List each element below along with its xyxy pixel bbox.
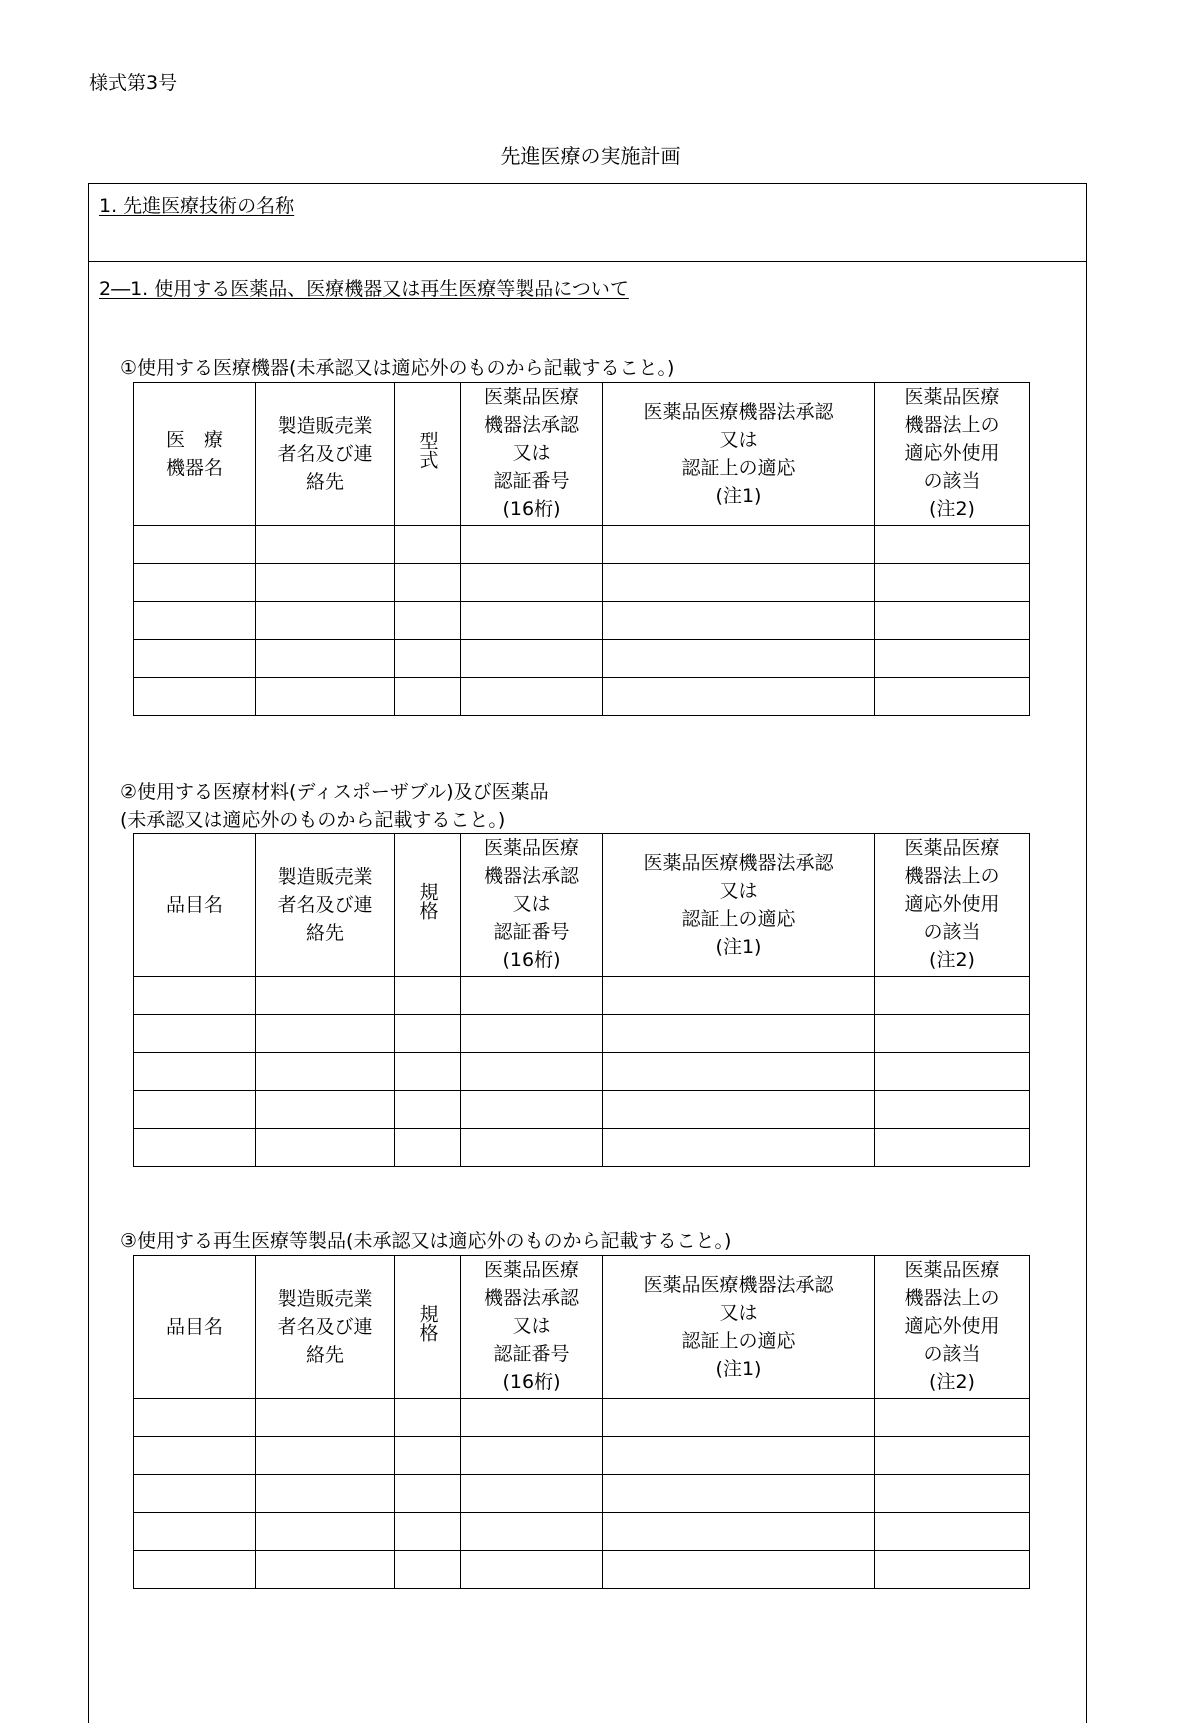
table-header-row [134, 383, 1030, 526]
table-cell[interactable] [875, 1091, 1030, 1129]
col-model: 型式 [395, 383, 461, 526]
table-cell[interactable] [603, 564, 875, 602]
table3-subheading-line: ③使用する再生医療等製品(未承認又は適応外のものから記載すること。) [120, 1230, 732, 1252]
table-cell[interactable] [461, 564, 603, 602]
table-row [134, 564, 1030, 602]
table-cell[interactable] [256, 1129, 395, 1167]
table-cell[interactable] [395, 640, 461, 678]
table-row [134, 977, 1030, 1015]
table-cell[interactable] [395, 526, 461, 564]
regenerative-product-table [133, 1255, 1030, 1589]
table-row [134, 1437, 1030, 1475]
form-number: 様式第3号 [89, 72, 178, 94]
col-approved-indication: 医薬品医療機器法承認 又は 認証上の適応 (注1) [603, 383, 875, 526]
table-cell[interactable] [875, 602, 1030, 640]
table-row [134, 1053, 1030, 1091]
col-specification: 規格 [395, 1256, 461, 1399]
col-off-label-use: 医薬品医療 機器法上の 適応外使用 の該当 (注2) [875, 383, 1030, 526]
table-cell[interactable] [603, 1091, 875, 1129]
table-cell[interactable] [256, 526, 395, 564]
table-cell[interactable] [875, 1053, 1030, 1091]
table-cell[interactable] [395, 1091, 461, 1129]
table-cell[interactable] [875, 1513, 1030, 1551]
table-cell[interactable] [134, 1437, 256, 1475]
table-row [134, 602, 1030, 640]
table-cell[interactable] [395, 1399, 461, 1437]
table-cell[interactable] [134, 640, 256, 678]
table-header-row [134, 1256, 1030, 1399]
table-cell[interactable] [461, 1399, 603, 1437]
table-cell[interactable] [603, 526, 875, 564]
table-cell[interactable] [395, 602, 461, 640]
col-item-name: 品目名 [134, 1256, 256, 1399]
table-cell[interactable] [256, 602, 395, 640]
table-cell[interactable] [603, 1053, 875, 1091]
table-cell[interactable] [134, 1091, 256, 1129]
col-off-label-use: 医薬品医療 機器法上の 適応外使用 の該当 (注2) [875, 834, 1030, 977]
section1-heading: 1. 先進医療技術の名称 [99, 195, 295, 217]
table-cell[interactable] [461, 1513, 603, 1551]
document-title: 先進医療の実施計画 [500, 144, 681, 168]
table-cell[interactable] [134, 1551, 256, 1589]
col-manufacturer: 製造販売業 者名及び連 絡先 [256, 383, 395, 526]
table-cell[interactable] [461, 1129, 603, 1167]
table-cell[interactable] [603, 1129, 875, 1167]
table-cell[interactable] [875, 977, 1030, 1015]
table-cell[interactable] [134, 1129, 256, 1167]
section-divider [88, 261, 1087, 262]
medical-device-table [133, 382, 1030, 716]
table2-subheading-line: (未承認又は適応外のものから記載すること。) [120, 809, 506, 831]
table-cell[interactable] [256, 640, 395, 678]
table-cell[interactable] [461, 1053, 603, 1091]
table-cell[interactable] [134, 1475, 256, 1513]
table-cell[interactable] [603, 1399, 875, 1437]
table-row [134, 1091, 1030, 1129]
table-cell[interactable] [395, 1437, 461, 1475]
col-manufacturer: 製造販売業 者名及び連 絡先 [256, 834, 395, 977]
table-cell[interactable] [395, 1053, 461, 1091]
col-manufacturer: 製造販売業 者名及び連 絡先 [256, 1256, 395, 1399]
table-cell[interactable] [875, 1015, 1030, 1053]
table-cell[interactable] [256, 1053, 395, 1091]
table-row [134, 1399, 1030, 1437]
table1-subheading [120, 354, 674, 382]
col-approved-indication: 医薬品医療機器法承認 又は 認証上の適応 (注1) [603, 1256, 875, 1399]
table-cell[interactable] [461, 1091, 603, 1129]
table-cell[interactable] [875, 678, 1030, 716]
table-cell[interactable] [461, 602, 603, 640]
table1-subheading-line: ①使用する医療機器(未承認又は適応外のものから記載すること。) [120, 357, 675, 379]
col-device-name: 医 療 機器名 [134, 383, 256, 526]
table-cell[interactable] [134, 977, 256, 1015]
table-cell[interactable] [134, 678, 256, 716]
table-row [134, 640, 1030, 678]
col-specification: 規格 [395, 834, 461, 977]
table-row [134, 1551, 1030, 1589]
table-cell[interactable] [134, 1513, 256, 1551]
table-cell[interactable] [395, 977, 461, 1015]
table-cell[interactable] [875, 564, 1030, 602]
table-cell[interactable] [395, 1513, 461, 1551]
table-cell[interactable] [256, 678, 395, 716]
table-cell[interactable] [395, 678, 461, 716]
table-cell[interactable] [875, 1129, 1030, 1167]
table-row [134, 678, 1030, 716]
medical-material-table [133, 833, 1030, 1167]
table-cell[interactable] [461, 1015, 603, 1053]
table-cell[interactable] [603, 1437, 875, 1475]
table-cell[interactable] [603, 640, 875, 678]
table-cell[interactable] [603, 1475, 875, 1513]
table-cell[interactable] [875, 1437, 1030, 1475]
col-off-label-use: 医薬品医療 機器法上の 適応外使用 の該当 (注2) [875, 1256, 1030, 1399]
table-cell[interactable] [134, 1015, 256, 1053]
table-cell[interactable] [256, 1399, 395, 1437]
table-cell[interactable] [461, 640, 603, 678]
table2-subheading-line: ②使用する医療材料(ディスポーザブル)及び医薬品 [120, 781, 549, 803]
table-cell[interactable] [461, 526, 603, 564]
table-cell[interactable] [875, 1551, 1030, 1589]
col-approval-number: 医薬品医療 機器法承認 又は 認証番号 (16桁) [461, 383, 603, 526]
table-cell[interactable] [134, 564, 256, 602]
table-cell[interactable] [395, 1129, 461, 1167]
col-item-name: 品目名 [134, 834, 256, 977]
table-cell[interactable] [256, 564, 395, 602]
table2-subheading [120, 778, 549, 834]
col-approval-number: 医薬品医療 機器法承認 又は 認証番号 (16桁) [461, 834, 603, 977]
table-cell[interactable] [256, 1551, 395, 1589]
table-cell[interactable] [395, 1015, 461, 1053]
table-cell[interactable] [875, 640, 1030, 678]
table-cell[interactable] [603, 602, 875, 640]
table-cell[interactable] [256, 1015, 395, 1053]
table-cell[interactable] [256, 1437, 395, 1475]
table-row [134, 526, 1030, 564]
table-cell[interactable] [603, 1513, 875, 1551]
table-cell[interactable] [875, 526, 1030, 564]
table-cell[interactable] [256, 1475, 395, 1513]
table-cell[interactable] [134, 602, 256, 640]
table-cell[interactable] [461, 1475, 603, 1513]
table-cell[interactable] [603, 1551, 875, 1589]
table-cell[interactable] [395, 564, 461, 602]
table-cell[interactable] [875, 1399, 1030, 1437]
table-cell[interactable] [395, 1475, 461, 1513]
table-cell[interactable] [256, 977, 395, 1015]
table3-subheading [120, 1227, 731, 1255]
section2-heading: 2―1. 使用する医薬品、医療機器又は再生医療等製品について [99, 278, 629, 300]
table-row [134, 1475, 1030, 1513]
table-cell[interactable] [603, 678, 875, 716]
col-approval-number: 医薬品医療 機器法承認 又は 認証番号 (16桁) [461, 1256, 603, 1399]
table-cell[interactable] [461, 977, 603, 1015]
table-cell[interactable] [395, 1551, 461, 1589]
table-cell[interactable] [256, 1091, 395, 1129]
table-cell[interactable] [461, 678, 603, 716]
table-row [134, 1513, 1030, 1551]
table-row [134, 1129, 1030, 1167]
table-header-row [134, 834, 1030, 977]
table-cell[interactable] [461, 1551, 603, 1589]
col-approved-indication: 医薬品医療機器法承認 又は 認証上の適応 (注1) [603, 834, 875, 977]
table-cell[interactable] [875, 1475, 1030, 1513]
table-cell[interactable] [134, 1053, 256, 1091]
table-cell[interactable] [603, 1015, 875, 1053]
table-cell[interactable] [134, 1399, 256, 1437]
table-row [134, 1015, 1030, 1053]
table-cell[interactable] [256, 1513, 395, 1551]
table-cell[interactable] [603, 977, 875, 1015]
table-cell[interactable] [461, 1437, 603, 1475]
table-cell[interactable] [134, 526, 256, 564]
